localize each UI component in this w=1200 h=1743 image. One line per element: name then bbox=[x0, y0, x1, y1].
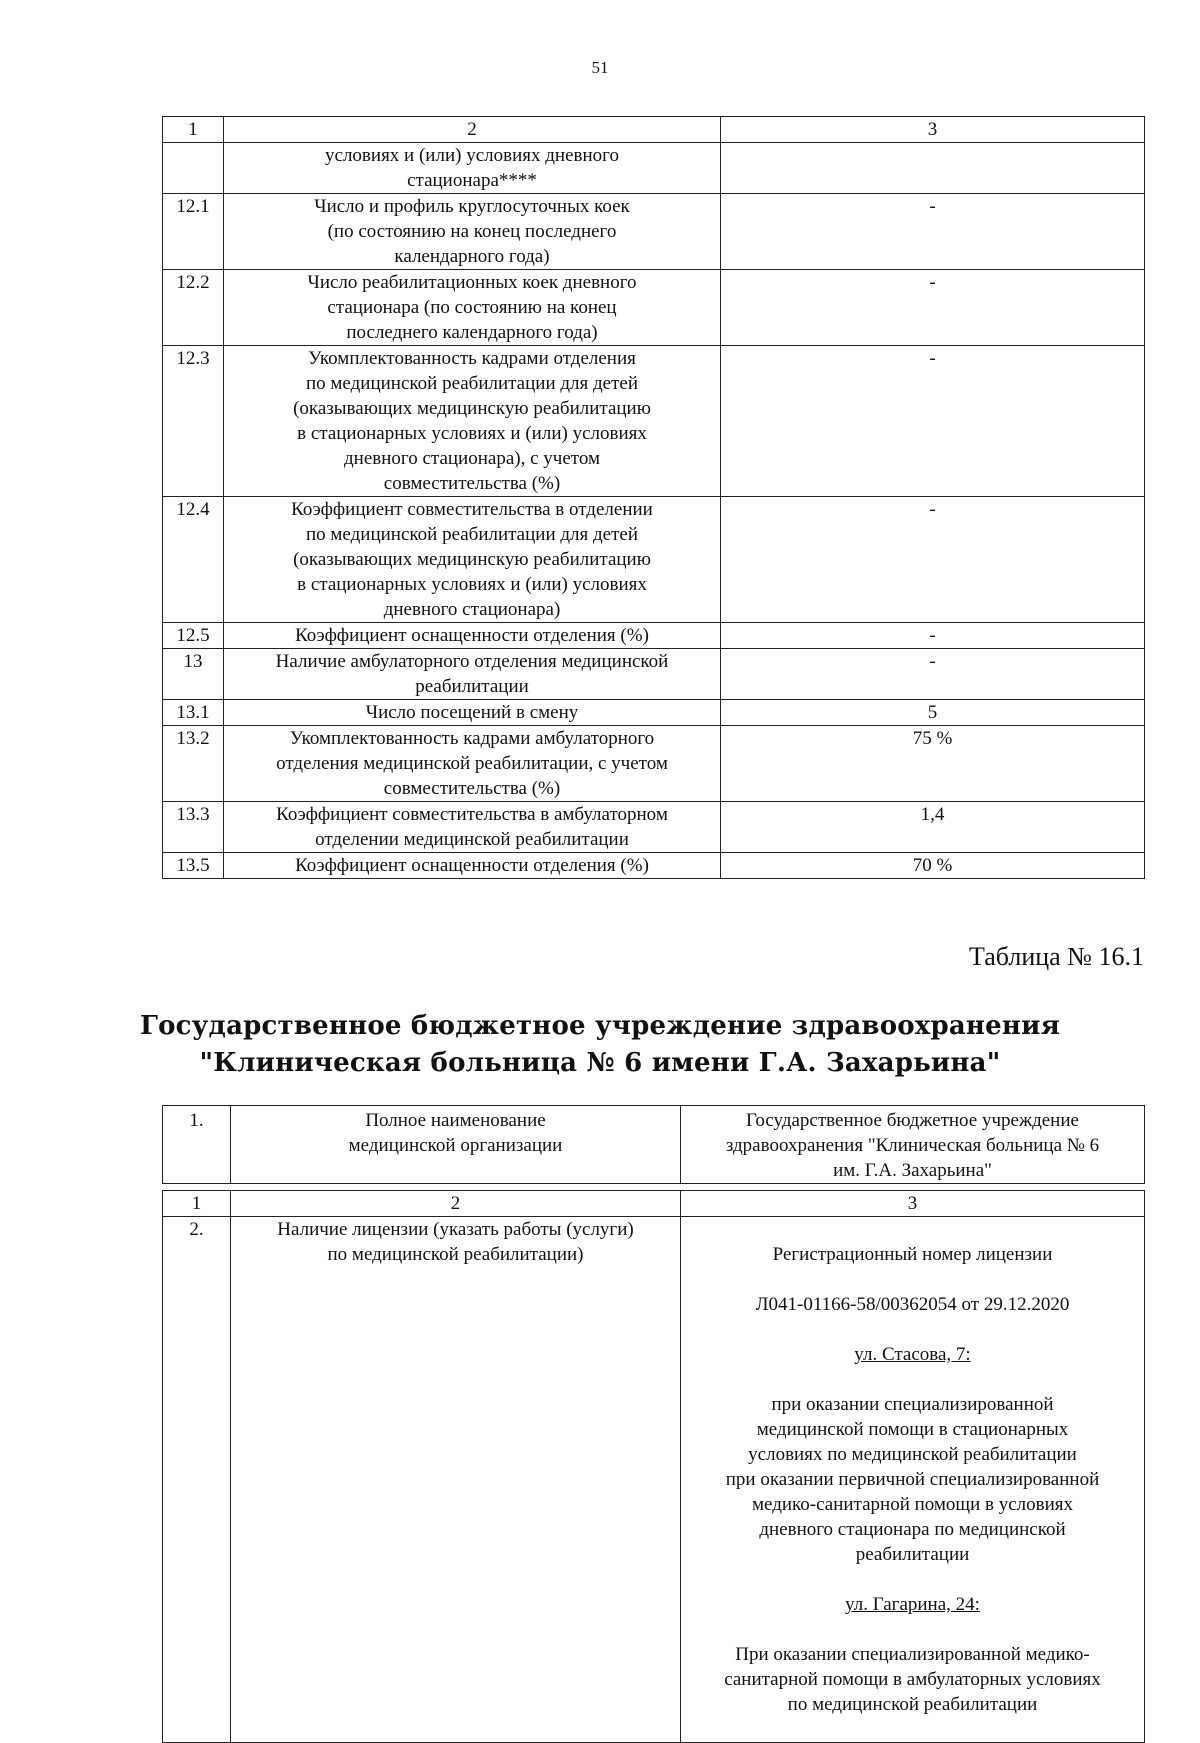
row-label: Коэффициент оснащенности отделения (%) bbox=[224, 623, 721, 649]
rehab-indicators-table-body bbox=[163, 117, 1145, 879]
organization-title bbox=[0, 1008, 1200, 1082]
row-label: Число и профиль круглосуточных коек (по состоянию на конец последнего календарного года) bbox=[224, 194, 721, 270]
row-value: 70 % bbox=[721, 853, 1145, 879]
row-number: 13.5 bbox=[163, 853, 224, 879]
header-cell-2: 2 bbox=[224, 117, 721, 143]
row-number: 13.2 bbox=[163, 726, 224, 802]
row-value: 5 bbox=[721, 700, 1145, 726]
table-row bbox=[163, 623, 1145, 649]
table-row bbox=[163, 143, 1145, 194]
row-number: 13 bbox=[163, 649, 224, 700]
table-header-row bbox=[163, 117, 1145, 143]
table-row bbox=[163, 1217, 1145, 1743]
table-row bbox=[163, 1106, 1145, 1184]
row-label: Укомплектованность кадрами амбулаторного отделения медицинской реабилитации, с учетом совместительства (%) bbox=[224, 726, 721, 802]
header-cell-3: 3 bbox=[681, 1191, 1145, 1217]
table-row bbox=[163, 802, 1145, 853]
page-number: 51 bbox=[591, 58, 609, 77]
row-number: 12.1 bbox=[163, 194, 224, 270]
row-value: Государственное бюджетное учреждение здравоохранения "Клиническая больница № 6 им. Г.А. Захарьина" bbox=[681, 1106, 1145, 1184]
row-number bbox=[163, 143, 224, 194]
row-value: - bbox=[721, 649, 1145, 700]
organization-title-line-1: Государственное бюджетное учреждение здравоохранения bbox=[139, 1011, 1061, 1041]
row-number: 13.1 bbox=[163, 700, 224, 726]
row-value bbox=[721, 143, 1145, 194]
table-row bbox=[163, 270, 1145, 346]
row-value: - bbox=[721, 270, 1145, 346]
table-header-row bbox=[163, 1191, 1145, 1217]
row-value: - bbox=[721, 194, 1145, 270]
row-label: Наличие амбулаторного отделения медицинской реабилитации bbox=[224, 649, 721, 700]
row-number: 1. bbox=[163, 1106, 231, 1184]
table-row bbox=[163, 346, 1145, 497]
row-label: Число реабилитационных коек дневного стационара (по состоянию на конец последнего календарного года) bbox=[224, 270, 721, 346]
address-stasova: ул. Стасова, 7: bbox=[854, 1344, 971, 1365]
row-number: 12.2 bbox=[163, 270, 224, 346]
table-row bbox=[163, 853, 1145, 879]
license-details bbox=[681, 1217, 1145, 1743]
row-label: Число посещений в смену bbox=[224, 700, 721, 726]
header-cell-1: 1 bbox=[163, 1191, 231, 1217]
row-label: условиях и (или) условиях дневного стационара**** bbox=[224, 143, 721, 194]
header-cell-3: 3 bbox=[721, 117, 1145, 143]
row-label: Коэффициент совместительства в отделении по медицинской реабилитации для детей (оказывающих медицинскую реабилитацию в стационарных условиях и (или) условиях дневного стационара) bbox=[224, 497, 721, 623]
row-number: 12.3 bbox=[163, 346, 224, 497]
license-table bbox=[162, 1190, 1145, 1743]
services-gagarina: При оказании специализированной медико- санитарной помощи в амбулаторных условиях по медицинской реабилитации bbox=[724, 1644, 1101, 1715]
row-value: 75 % bbox=[721, 726, 1145, 802]
row-number: 12.5 bbox=[163, 623, 224, 649]
table-row bbox=[163, 649, 1145, 700]
table-row bbox=[163, 700, 1145, 726]
organization-title-line-2: "Клиническая больница № 6 имени Г.А. Захарьина" bbox=[199, 1048, 1001, 1078]
license-number: Л041-01166-58/00362054 от 29.12.2020 bbox=[755, 1294, 1070, 1315]
row-label: Коэффициент оснащенности отделения (%) bbox=[224, 853, 721, 879]
table-caption: Таблица № 16.1 bbox=[968, 942, 1144, 971]
header-cell-1: 1 bbox=[163, 117, 224, 143]
table-row bbox=[163, 726, 1145, 802]
row-number: 13.3 bbox=[163, 802, 224, 853]
row-number: 12.4 bbox=[163, 497, 224, 623]
address-gagarina: ул. Гагарина, 24: bbox=[845, 1594, 980, 1615]
row-label: Наличие лицензии (указать работы (услуги) по медицинской реабилитации) bbox=[231, 1217, 681, 1743]
services-stasova: при оказании специализированной медицинской помощи в стационарных условиях по медицинской реабилитации при оказании первичной специализированной медико-санитарной помощи в условиях дневного стационара по медицинской реабилитации bbox=[725, 1394, 1100, 1565]
row-label: Полное наименование медицинской организации bbox=[231, 1106, 681, 1184]
table-row bbox=[163, 497, 1145, 623]
header-cell-2: 2 bbox=[231, 1191, 681, 1217]
row-value: - bbox=[721, 623, 1145, 649]
row-value: - bbox=[721, 497, 1145, 623]
table-row bbox=[163, 194, 1145, 270]
row-label: Коэффициент совместительства в амбулаторном отделении медицинской реабилитации bbox=[224, 802, 721, 853]
row-value: - bbox=[721, 346, 1145, 497]
license-number-label: Регистрационный номер лицензии bbox=[772, 1244, 1053, 1265]
row-label: Укомплектованность кадрами отделения по медицинской реабилитации для детей (оказывающих медицинскую реабилитацию в стационарных условиях и (или) условиях дневного стационара), с учетом совместительства (%) bbox=[224, 346, 721, 497]
row-value: 1,4 bbox=[721, 802, 1145, 853]
rehab-indicators-table bbox=[162, 116, 1145, 879]
organization-name-table bbox=[162, 1105, 1145, 1184]
row-number: 2. bbox=[163, 1217, 231, 1743]
